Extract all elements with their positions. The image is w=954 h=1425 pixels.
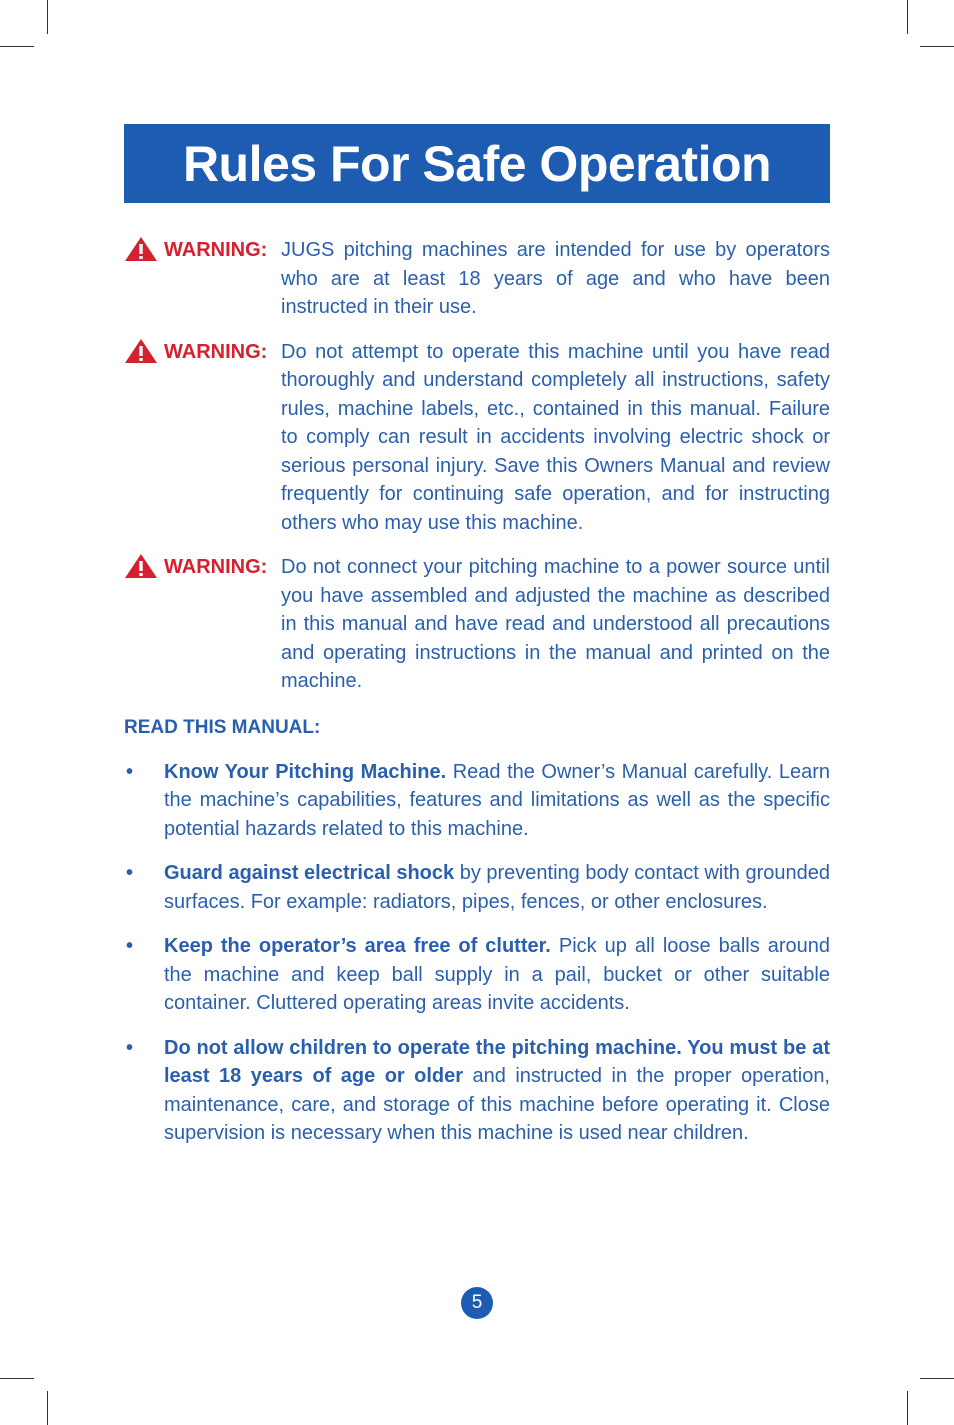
bullet-body: Read the Owner’s Manual carefully. Learn the machine’s capabilities, features and limitations as well as the specific potential hazards related to this machine.	[164, 760, 831, 840]
bullet-icon: •	[126, 935, 134, 957]
bullet-body: and instructed in the proper operation, maintenance, care, and storage of this machine before operating it. Close supervision is necessary when this machine is used near children.	[164, 1065, 830, 1144]
warning-text: JUGS pitching machines are intended for use by operators who are at least 18 years of age and who have been instructed in their use.	[281, 239, 830, 318]
title-banner	[124, 124, 830, 203]
warning-triangle-icon	[124, 236, 158, 262]
bullet-item	[124, 1034, 830, 1148]
section-heading: READ THIS MANUAL:	[124, 716, 321, 738]
warning-text: Do not attempt to operate this machine until you have read thoroughly and understand completely all instructions, safety rules, machine labels, etc., contained in this manual. Failure to comply can result in accidents involving electric shock or serious personal injury. Save this Owners Manual and review frequently for continuing safe operation, and for instructing others who may use this machine.	[281, 340, 830, 534]
crop-mark	[47, 0, 48, 34]
bullet-text	[164, 932, 830, 1018]
bullet-item	[124, 758, 830, 844]
bullet-item	[124, 859, 830, 916]
bullet-lead: Know Your Pitching Machine.	[164, 760, 447, 783]
warning-label-group	[124, 338, 281, 538]
warning-triangle-icon	[124, 338, 158, 364]
warning-block	[124, 338, 830, 538]
bullet-body: Pick up all loose balls around the machine and keep ball supply in a pail, bucket or other suitable container. Cluttered operating areas invite accidents.	[164, 935, 830, 1014]
crop-mark	[0, 1378, 34, 1379]
warning-triangle-icon	[124, 553, 158, 579]
bullet-icon: •	[126, 1036, 134, 1059]
crop-mark	[0, 46, 34, 47]
warning-block	[124, 553, 830, 696]
crop-mark	[920, 46, 954, 47]
bullet-item	[124, 932, 830, 1018]
bullet-icon: •	[126, 862, 134, 884]
bullet-text	[164, 758, 830, 844]
warning-label-group	[124, 553, 281, 696]
bullet-lead: Keep the operator’s area free of clutter.	[164, 935, 551, 957]
crop-mark	[907, 0, 908, 34]
content	[124, 236, 830, 1164]
bullet-lead: Do not allow children to operate the pitching machine. You must be at least 18 years of age or older	[164, 1036, 830, 1087]
warning-text: Do not connect your pitching machine to a power source until you have assembled and adjusted the machine as described in this manual and have read and understood all precautions and operating instructions in the manual and printed on the machine.	[281, 556, 830, 692]
warning-label-group	[124, 236, 281, 322]
page-number: 5	[461, 1287, 493, 1319]
crop-mark	[920, 1378, 954, 1379]
bullet-body: by preventing body contact with grounded surfaces. For example: radiators, pipes, fences, or other enclosures.	[164, 862, 830, 913]
bullet-text	[164, 859, 830, 916]
page-title: Rules For Safe Operation	[182, 135, 772, 192]
warning-block	[124, 236, 830, 322]
warning-label: WARNING:	[164, 239, 268, 261]
warning-label: WARNING:	[164, 340, 268, 363]
bullet-icon: •	[126, 760, 134, 783]
warning-label: WARNING:	[164, 556, 268, 578]
bullet-lead: Guard against electrical shock	[164, 862, 455, 884]
crop-mark	[47, 1391, 48, 1425]
crop-mark	[907, 1391, 908, 1425]
bullet-text	[164, 1034, 830, 1148]
